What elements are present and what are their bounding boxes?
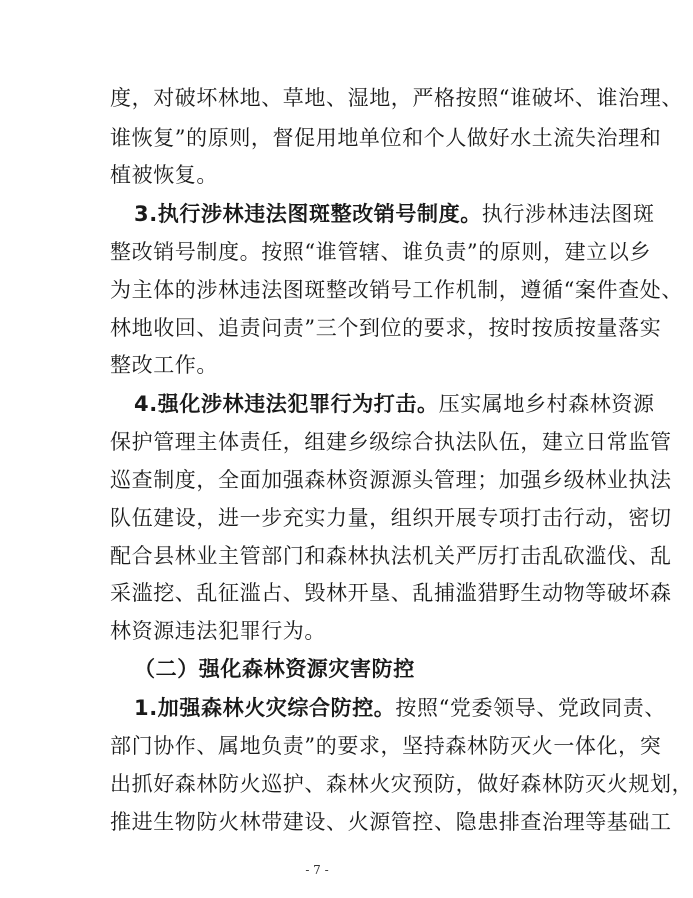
text-segment: 巡查制度，全面加强森林资源源头管理；加强乡级林业执法 [110,468,672,492]
text-line-13 [110,541,672,571]
text-segment: 林地收回、追责问责”三个到位的要求，按时按质按量落实 [110,316,662,340]
text-segment: 队伍建设，进一步充实力量，组织开展专项打击行动，密切 [110,506,672,530]
text-segment: 林资源违法犯罪行为。 [110,619,326,643]
text-line-2 [110,123,661,153]
text-segment: 整改销号制度。按照“谁管辖、谁负责”的原则，建立以乡 [110,240,652,264]
text-line-18 [110,731,661,761]
section-heading: 1.加强森林火灾综合防控。 [134,696,396,720]
text-segment: 整改工作。 [110,353,218,377]
text-segment: 采滥挖、乱征滥占、毁林开垦、乱捕滥猎野生动物等破坏森 [110,581,672,605]
page-number: - 7 - [305,863,329,877]
section-heading: 3.执行涉林违法图斑整改销号制度。 [134,202,482,226]
text-segment: 谁恢复”的原则，督促用地单位和个人做好水土流失治理和 [110,126,662,150]
text-segment: 度，对破坏林地、草地、湿地，严格按照“谁破坏、谁治理、 [110,86,683,110]
text-segment: 植被恢复。 [110,163,218,187]
text-line-6 [110,275,683,305]
text-line-10 [110,427,672,457]
text-line-16 [134,654,415,684]
text-line-3 [110,160,218,190]
text-line-9 [134,389,655,419]
text-line-5 [110,237,651,267]
text-line-14 [110,578,672,608]
text-line-12 [110,503,672,533]
text-segment: 保护管理主体责任，组建乡级综合执法队伍，建立日常监管 [110,430,672,454]
text-segment: 部门协作、属地负责”的要求，坚持森林防灭火一体化，突 [110,734,662,758]
text-line-20 [110,807,672,837]
text-line-8 [110,350,218,380]
text-segment: 压实属地乡村森林资源 [438,392,655,416]
text-line-15 [110,616,326,646]
text-line-11 [110,465,672,495]
text-segment: 推进生物防火林带建设、火源管控、隐患排查治理等基础工 [110,810,672,834]
text-line-19 [110,769,693,799]
text-line-7 [110,313,661,343]
text-segment: 为主体的涉林违法图斑整改销号工作机制，遵循“案件查处、 [110,278,683,302]
text-segment: 出抓好森林防火巡护、森林火灾预防，做好森林防灭火规划， [110,772,693,796]
text-segment: 配合县林业主管部门和森林执法机关严厉打击乱砍滥伐、乱 [110,544,672,568]
text-segment: 按照“党委领导、党政同责、 [395,696,666,720]
section-heading: 4.强化涉林违法犯罪行为打击。 [134,392,439,416]
text-line-4 [134,199,655,229]
text-line-17 [134,693,666,723]
subsection-heading: （二）强化森林资源灾害防控 [134,657,415,681]
text-line-1 [110,83,683,113]
text-segment: 执行涉林违法图斑 [481,202,655,226]
